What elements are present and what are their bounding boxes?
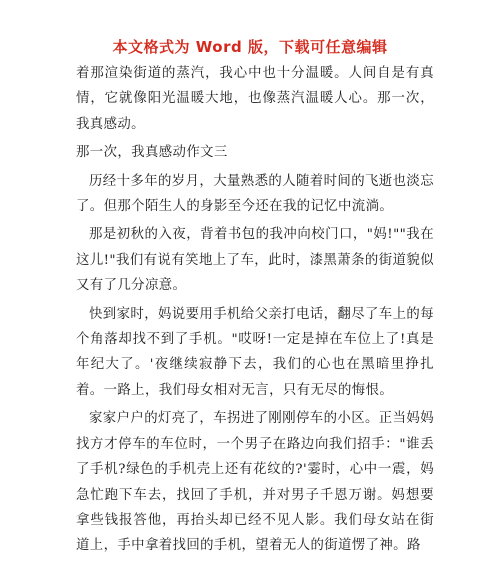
page-banner: 本文格式为 Word 版，下载可任意编辑 [112,38,388,56]
paragraph: 快到家时，妈说要用手机给父亲打电话，翻尽了车上的每个角落却找不到了手机。"哎呀!一定是掉在车位上了!真是年纪大了。'夜继续寂静下去，我们的心也在黑暗里挣扎着。一路上，我们母女相对无言，只有无尽的悔恨。 [76,306,434,398]
paragraph: 家家户户的灯亮了，车拐进了刚刚停车的小区。正当妈妈找方才停车的车位时，一个男子在路边向我们招手："谁丢了手机?绿色的手机壳上还有花纹的?'霎时，心中一震，妈急忙跑下车去，找回了手机，并对男子千恩万谢。妈想要拿些钱报答他，再抬头却已经不见人影。我们母女站在街道上，手中拿着找回的手机，望着无人的街道愣了神。路 [76,411,434,554]
paragraph: 历经十多年的岁月，大量熟悉的人随着时间的飞逝也淡忘了。但那个陌生人的身影至今还在我的记忆中流淌。 [76,173,434,215]
document-body [76,61,434,562]
paragraph: 着那渲染街道的蒸汽，我心中也十分温暖。人间自是有真情，它就像阳光温暖大地，也像蒸汽温暖人心。那一次，我真感动。 [76,66,434,132]
section-heading: 那一次，我真感动作文三 [76,145,228,161]
paragraph: 那是初秋的入夜，背着书包的我冲向校门口，"妈!""我在这儿!"我们有说有笑地上了车，此时，漆黑萧条的街道貌似又有了几分凉意。 [76,227,434,294]
